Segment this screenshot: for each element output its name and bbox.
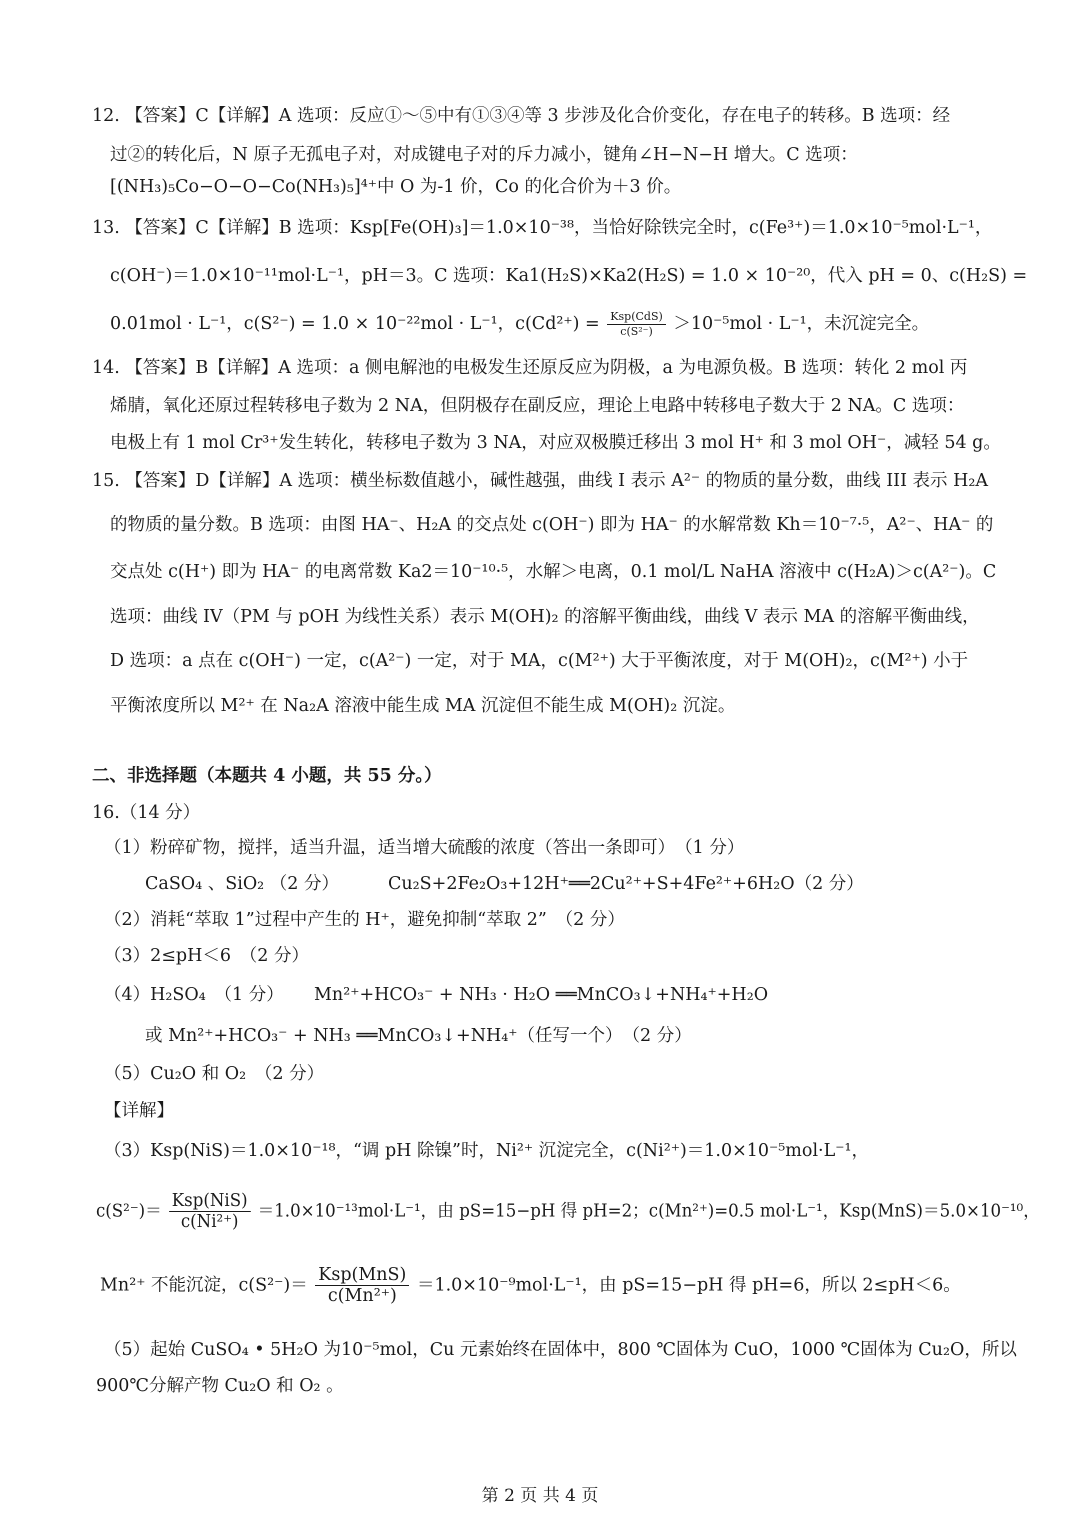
fraction-numerator: Ksp(MnS) xyxy=(315,1266,409,1286)
q16-detail-3-line-3 xyxy=(100,1266,961,1306)
detail-3-line-3-part-b: ＝1.0×10⁻⁹mol·L⁻¹，由 pS=15−pH 得 pH=6，所以 2≤pH＜6。 xyxy=(416,1275,961,1296)
q13-line-3-part-a: 0.01mol · L⁻¹，c(S²⁻) = 1.0 × 10⁻²²mol · L⁻¹，c(Cd²⁺) = xyxy=(110,314,600,334)
q13-line-3-part-b: ＞10⁻⁵mol · L⁻¹，未沉淀完全。 xyxy=(673,314,930,334)
q13-line-2: c(OH⁻)＝1.0×10⁻¹¹mol·L⁻¹，pH＝3。C 选项：Ka1(H₂S)×Ka2(H₂S) = 1.0 × 10⁻²⁰，代入 pH = 0、c(H₂S) = xyxy=(110,266,1028,286)
fraction-denominator: c(Ni²⁺) xyxy=(180,1212,239,1233)
q16-answer-4b: 或 Mn²⁺+HCO₃⁻ + NH₃ ══MnCO₃↓+NH₄⁺（任写一个） （2 分） xyxy=(145,1026,692,1046)
q14-line-3: 电极上有 1 mol Cr³⁺发生转化，转移电子数为 3 NA，对应双极膜迁移出 3 mol H⁺ 和 3 mol OH⁻，减轻 54 g。 xyxy=(110,433,1001,453)
q16-detail-3-line-1: （3）Ksp(NiS)＝1.0×10⁻¹⁸，“调 pH 除镍”时，Ni²⁺ 沉淀完全，c(Ni²⁺)＝1.0×10⁻⁵mol·L⁻¹， xyxy=(104,1141,869,1161)
section-2-title: 二、非选择题（本题共 4 小题，共 55 分。） xyxy=(92,766,442,786)
q12-line-2: 过②的转化后，N 原子无孤电子对，对成键电子对的斥力减小，键角∠H−N−H 增大。C 选项： xyxy=(110,145,858,165)
q13-line-1: 13. 【答案】C【详解】B 选项：Ksp[Fe(OH)₃]＝1.0×10⁻³⁸，当恰好除铁完全时，c(Fe³⁺)＝1.0×10⁻⁵mol·L⁻¹， xyxy=(92,218,993,238)
q16-answer-1: （1）粉碎矿物，搅拌，适当升温，适当增大硫酸的浓度（答出一条即可） （1 分） xyxy=(104,838,745,858)
fraction-numerator: Ksp(CdS) xyxy=(607,311,665,325)
q15-line-5: D 选项：a 点在 c(OH⁻) 一定，c(A²⁻) 一定，对于 MA，c(M²⁺) 大于平衡浓度，对于 M(OH)₂，c(M²⁺) 小于 xyxy=(110,651,969,671)
q16-heading: 16.（14 分） xyxy=(92,803,201,823)
q15-line-1: 15. 【答案】D【详解】A 选项：横坐标数值越小，碱性越强，曲线 I 表示 A²⁻ 的物质的量分数，曲线 III 表示 H₂A xyxy=(92,471,989,491)
detail-3-line-3-part-a: Mn²⁺ 不能沉淀，c(S²⁻)＝ xyxy=(100,1275,308,1296)
q16-answer-2: （2）消耗“萃取 1”过程中产生的 H⁺，避免抑制“萃取 2” （2 分） xyxy=(104,910,625,930)
fraction-numerator: Ksp(NiS) xyxy=(169,1192,250,1212)
ksp-nis-fraction xyxy=(169,1192,250,1232)
ksp-mns-fraction xyxy=(315,1266,409,1306)
q16-answer-5: （5）Cu₂O 和 O₂ （2 分） xyxy=(104,1064,325,1084)
fraction-denominator: c(Mn²⁺) xyxy=(327,1286,397,1307)
q16-detail-5-line-2: 900℃分解产物 Cu₂O 和 O₂ 。 xyxy=(96,1376,344,1396)
q16-answer-4-left: （4）H₂SO₄ （1 分） xyxy=(104,985,284,1005)
fraction-denominator: c(S²⁻) xyxy=(620,325,653,338)
q16-answer-4-right: Mn²⁺+HCO₃⁻ + NH₃ · H₂O ══MnCO₃↓+NH₄⁺+H₂O xyxy=(314,985,769,1005)
detail-3-line-2-part-b: ＝1.0×10⁻¹³mol·L⁻¹，由 pS=15−pH 得 pH=2；c(Mn²⁺)=0.5 mol·L⁻¹，Ksp(MnS)＝5.0×10⁻¹⁰， xyxy=(257,1201,1040,1222)
detail-3-line-2-part-a: c(S²⁻)＝ xyxy=(96,1201,162,1222)
q16-answer-1b-left: CaSO₄ 、SiO₂ （2 分） xyxy=(145,874,339,894)
q15-line-6: 平衡浓度所以 M²⁺ 在 Na₂A 溶液中能生成 MA 沉淀但不能生成 M(OH)₂ 沉淀。 xyxy=(110,696,736,716)
q16-answer-3: （3）2≤pH＜6 （2 分） xyxy=(104,946,309,966)
q16-detail-5-line-1: （5）起始 CuSO₄ • 5H₂O 为10⁻⁵mol，Cu 元素始终在固体中，800 ℃固体为 CuO，1000 ℃固体为 Cu₂O，所以 xyxy=(104,1340,1017,1360)
q12-line-1: 12. 【答案】C【详解】A 选项：反应①～⑤中有①③④等 3 步涉及化合价变化，存在电子的转移。B 选项：经 xyxy=(92,106,951,126)
q14-line-1: 14. 【答案】B【详解】A 选项：a 侧电解池的电极发生还原反应为阴极，a 为电源负极。B 选项：转化 2 mol 丙 xyxy=(92,358,968,378)
q14-line-2: 烯腈，氧化还原过程转移电子数为 2 NA，但阴极存在副反应，理论上电路中转移电子数大于 2 NA。C 选项： xyxy=(110,396,965,416)
q15-line-4: 选项：曲线 IV（PM 与 pOH 为线性关系）表示 M(OH)₂ 的溶解平衡曲线，曲线 V 表示 MA 的溶解平衡曲线， xyxy=(110,607,980,627)
q15-line-2: 的物质的量分数。B 选项：由图 HA⁻、H₂A 的交点处 c(OH⁻) 即为 HA⁻ 的水解常数 Kh＝10⁻⁷·⁵，A²⁻、HA⁻ 的 xyxy=(110,515,994,535)
ksp-cds-fraction xyxy=(607,311,665,337)
q16-detail-3-line-2 xyxy=(96,1192,1040,1232)
q16-answer-1b-right: Cu₂S+2Fe₂O₃+12H⁺══2Cu²⁺+S+4Fe²⁺+6H₂O（2 分） xyxy=(388,874,864,894)
q15-line-3: 交点处 c(H⁺) 即为 HA⁻ 的电离常数 Ka2＝10⁻¹⁰·⁵，水解＞电离，0.1 mol/L NaHA 溶液中 c(H₂A)＞c(A²⁻)。C xyxy=(110,562,997,582)
q16-detail-title: 【详解】 xyxy=(104,1101,174,1121)
q13-line-3 xyxy=(110,310,929,338)
q12-line-3: [(NH₃)₅Co−O−O−Co(NH₃)₅]⁴⁺中 O 为-1 价，Co 的化合价为＋3 价。 xyxy=(110,177,682,197)
page-footer: 第 2 页 共 4 页 xyxy=(481,1486,599,1506)
